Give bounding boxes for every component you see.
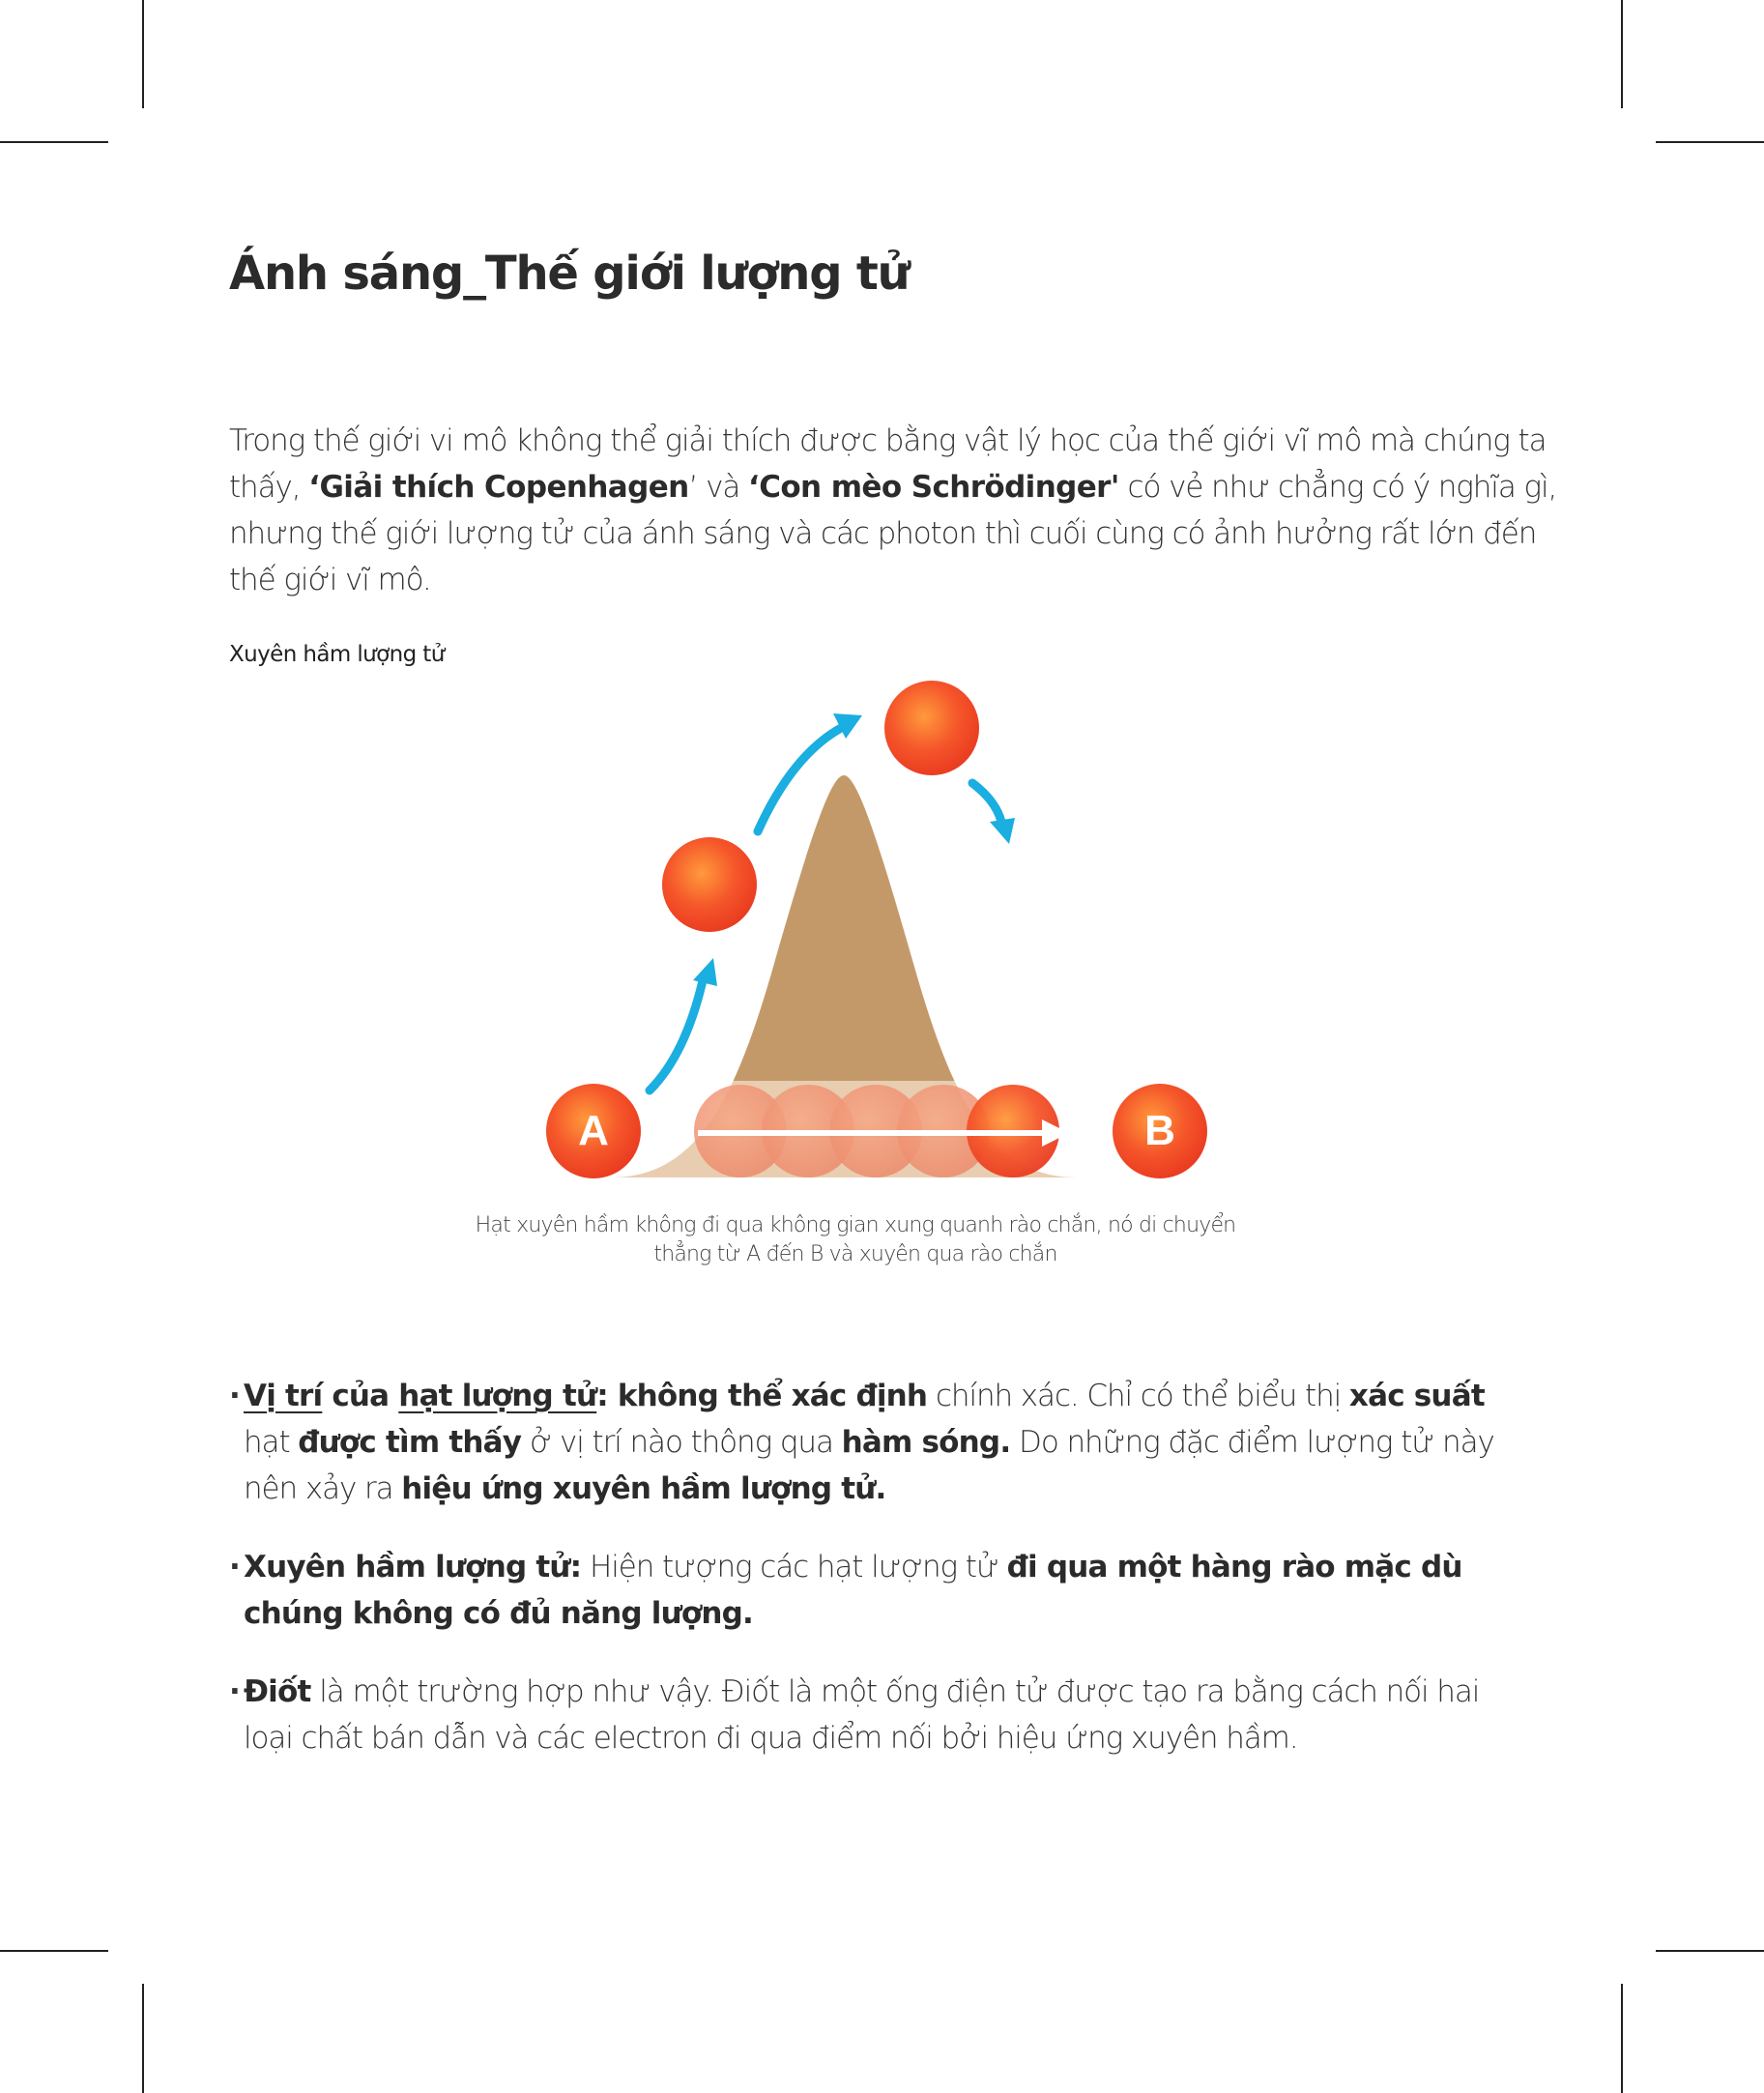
bullet-text: Hiện tượng các hạt lượng tử [581,1550,1007,1584]
bullet-bold-text: Xuyên hầm lượng tử: [244,1550,582,1584]
arrow-up-1 [650,976,704,1090]
bullet-bold-text: hiệu ứng xuyên hầm lượng tử. [401,1471,886,1506]
bullet-bold-text: đi qua một hàng rào mặc dù chúng không có đủ năng lượng. [244,1550,1462,1631]
bullet-dot: · [229,1550,240,1584]
bullet-text: ở vị trí nào thông qua [521,1425,842,1460]
figure-label: Xuyên hầm lượng tử [229,642,445,667]
crop-mark [0,1950,108,1952]
crop-mark [1621,1984,1623,2093]
bullet-item-diode [229,1669,1515,1761]
term-position: Vị trí [244,1379,323,1413]
figure-caption [367,1211,1344,1269]
bullet-dot: · [229,1379,240,1413]
arrow-up-1-head [693,958,717,986]
particle-climbing [662,837,757,932]
bullet-dot: · [229,1674,240,1709]
bullet-item-tunneling [229,1544,1515,1637]
arrow-down [972,783,1001,822]
particle-top [884,681,979,775]
bullet-text: Do những đặc điểm lượng tử này nên xảy ra [244,1425,1494,1506]
bullet-bold-text: được tìm thấy [298,1425,522,1460]
intro-term-schrodinger: ‘Con mèo Schrödinger' [748,470,1119,505]
term-quantum-particle: hạt lượng tử [398,1379,597,1413]
caption-line-1: Hạt xuyên hầm không đi qua không gian xung quanh rào chắn, nó di chuyển [475,1213,1236,1237]
bullet-bold-text: Điốt [244,1674,311,1709]
bullet-item-position [229,1373,1515,1512]
intro-text: Trong thế giới vi mô không thể giải thích được bằng vật lý học của thế giới vĩ mô mà chúng ta thấy, [229,423,1547,505]
intro-text: có vẻ như chẳng có ý nghĩa gì, nhưng thế giới lượng tử của ánh sáng và các photon thì cuối cùng có ảnh hưởng rất lớn đến thế giới vĩ mô. [229,470,1557,597]
caption-line-2: thẳng từ A đến B và xuyên qua rào chắn [653,1242,1057,1266]
bullet-bold-text: của [322,1379,399,1413]
bullet-text: hạt [244,1425,299,1460]
crop-mark [1656,1950,1764,1952]
bullet-bold-text: xác suất [1348,1379,1485,1413]
bullet-text: là một trường hợp như vậy. Điốt là một ống điện tử được tạo ra bằng cách nối hai loại chất bán dẫn và các electron đi qua điểm nối bởi hiệu ứng xuyên hầm. [244,1674,1480,1756]
point-b-label: B [1144,1107,1175,1154]
bullet-list [229,1373,1515,1793]
page-title: Ánh sáng_Thế giới lượng tử [229,247,910,301]
bullet-bold-text: hàm sóng. [841,1425,1011,1460]
intro-term-copenhagen: ‘Giải thích Copenhagen [308,470,689,505]
arrow-down-head [990,818,1015,844]
bullet-text: chính xác. Chỉ có thể biểu thị [927,1379,1349,1413]
crop-mark [142,1984,144,2093]
point-a-label: A [578,1107,609,1154]
bullet-bold-text: : không thể xác định [596,1379,928,1413]
intro-text: ’ và [688,470,749,505]
